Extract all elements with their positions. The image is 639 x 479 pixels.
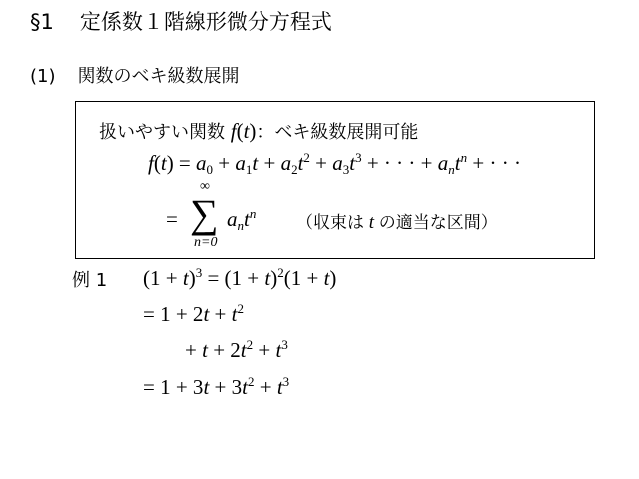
subsection-number: (1)	[30, 66, 56, 87]
sum-term: $a_nt^n$	[227, 206, 257, 233]
example-line-2: = $1 + 2t + t^2$	[143, 301, 244, 326]
sigma-symbol: ∑	[190, 191, 219, 236]
sum-lower-limit: n=0	[194, 235, 218, 250]
sum-upper-limit: ∞	[200, 179, 210, 194]
example-line-1: $(1 + t)^3 = (1 + t)^2(1 + t)$	[143, 265, 337, 290]
definition-box	[75, 101, 595, 259]
section-number: §1	[30, 10, 54, 34]
subsection-title: 関数のベキ級数展開	[77, 66, 240, 87]
convergence-note: （収束は t の適当な区間）	[296, 212, 498, 233]
power-series-expansion: $f(t) = a_0 + a_1t + a_2t^2 + a_3t^3$ + · · · + $a_nt^n$ + · · ·	[148, 150, 521, 177]
equals-sign: =	[166, 207, 178, 231]
box-intro-line: 扱いやすい関数 f(t)：ベキ級数展開可能	[99, 119, 419, 143]
section-heading	[30, 6, 332, 36]
section-title: 定係数１階線形微分方程式	[79, 10, 332, 34]
example-line-3: + $t + 2t^2 + t^3$	[185, 337, 288, 362]
example-label: 例 1	[72, 270, 108, 291]
subsection-heading	[30, 62, 240, 88]
example-line-4: = $1 + 3t + 3t^2 + t^3$	[143, 374, 290, 399]
